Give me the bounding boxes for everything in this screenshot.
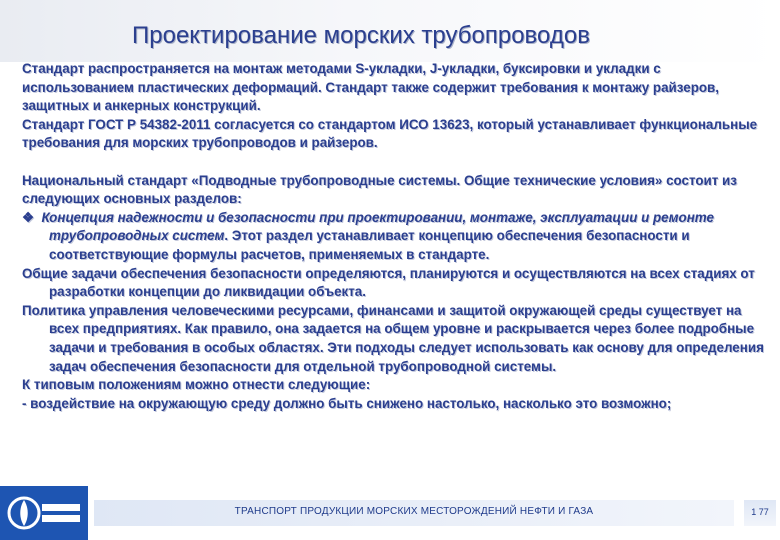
bullet-italic-text: Концепция надежности и безопасности при проектировании, монтаже, эксплуатации и ремонте трубопроводных систем: [41, 209, 714, 244]
paragraph-environment: - воздействие на окружающую среду должно быть снижено настолько, насколько это возможно;: [22, 395, 672, 411]
page-number: 1 77: [751, 507, 769, 517]
slide-content: [22, 60, 768, 413]
gazprom-logo-icon: [6, 494, 84, 532]
title-bar: [0, 0, 780, 62]
paragraph-typical: К типовым положениям можно отнести следующие:: [22, 377, 371, 393]
paragraph-policy: Политика управления человеческими ресурсами, финансами и защитой окружающей среды существует на всех предприятиях. Как правило, она задается на общем уровне и раскрывается через более подробные задачи и требования в особых областях. Эти подходы следует использовать как основу для определения задач обеспечения безопасности для отдельной трубопроводной системы.: [22, 302, 764, 374]
page-number-box: [744, 500, 776, 526]
paragraph-scope: Стандарт распространяется на монтаж методами S-укладки, J-укладки, буксировки и укладки с использованием пластических деформаций. Стандарт также содержит требования к монтажу райзеров, защитных и анкерных конструкций.: [22, 61, 720, 114]
diamond-bullet-icon: ❖: [22, 209, 42, 225]
footer-band: [94, 500, 734, 526]
bullet-item: [22, 209, 768, 265]
slide-title: Проектирование морских трубопроводов: [132, 22, 590, 49]
gazprom-logo: [0, 486, 88, 540]
footer-title: ТРАНСПОРТ ПРОДУКЦИИ МОРСКИХ МЕСТОРОЖДЕНИЙ НЕФТИ И ГАЗА: [234, 506, 594, 517]
paragraph-safety-tasks: Общие задачи обеспечения безопасности определяются, планируются и осуществляются на всех стадиях от разработки концепции до ликвидации объекта.: [22, 265, 755, 300]
bullet-text: . Этот раздел устанавливает концепцию обеспечения безопасности и соответствующие формулы расчетов, применяемых в стандарте.: [49, 228, 690, 262]
paragraph-gost: Стандарт ГОСТ Р 54382-2011 согласуется со стандартом ИСО 13623, который устанавливает функциональные требования для морских трубопроводов и райзеров.: [22, 116, 758, 151]
footer: [0, 486, 780, 540]
paragraph-national-standard: Национальный стандарт «Подводные трубопроводные системы. Общие технические условия» состоит из следующих основных разделов:: [22, 172, 737, 207]
spacer: [22, 153, 768, 172]
